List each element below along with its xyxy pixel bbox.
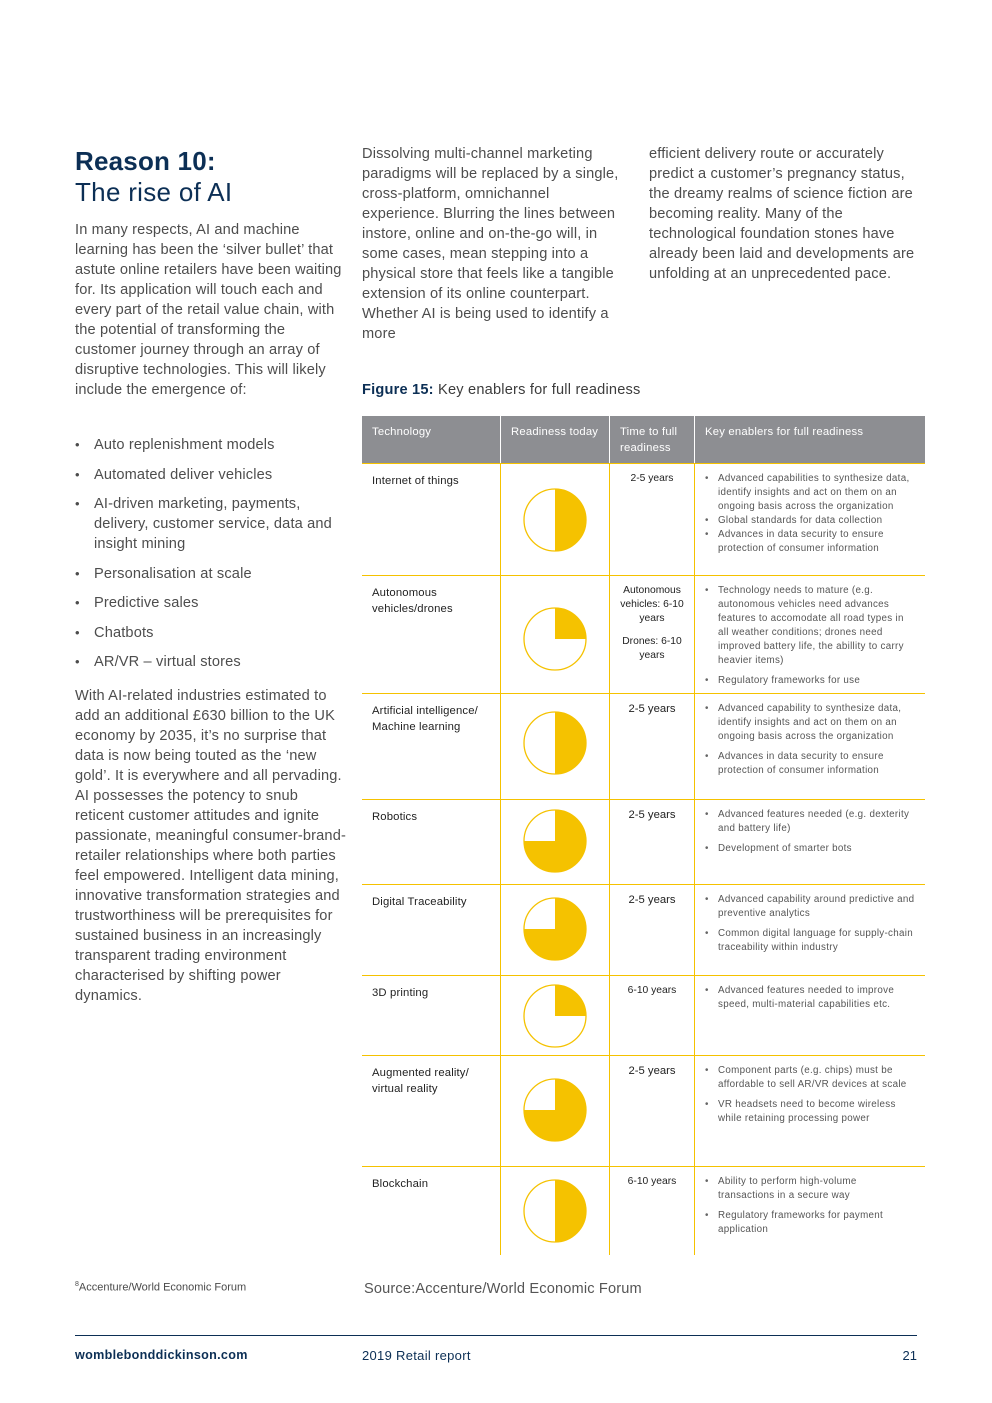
table-row: [362, 1166, 925, 1255]
readiness-cell: [501, 976, 610, 1055]
time-cell: [610, 576, 695, 693]
enabler-item: • Technology needs to mature (e.g. autonomous vehicles need advances features to accomodate all road types in all weather conditions; drones need improved battery life, the abillity to carry heavier items): [705, 584, 915, 668]
enablers-cell: [695, 1167, 925, 1255]
list-item: • Automated deliver vehicles: [75, 465, 345, 485]
technology-cell: Internet of things: [362, 464, 501, 575]
list-item: • Auto replenishment models: [75, 435, 345, 455]
pie-slice: [555, 608, 586, 639]
enablers-cell: [695, 694, 925, 799]
enabler-item: • Global standards for data collection: [705, 514, 915, 528]
enabler-item: • Regulatory frameworks for use: [705, 674, 915, 688]
footnote-text: Accenture/World Economic Forum: [78, 1281, 247, 1294]
heading-subtitle: The rise of AI: [75, 177, 233, 207]
enabler-item: • Regulatory frameworks for payment application: [705, 1209, 915, 1237]
header-enablers: Key enablers for full readiness: [705, 426, 864, 438]
table-header: [362, 416, 925, 463]
table-row: [362, 575, 925, 693]
enabler-item: • Advanced capabilities to synthesize data, identify insights and act on them on an ongoing basis across the organization: [705, 472, 915, 514]
heading-title: Reason 10:: [75, 146, 216, 176]
footer-website-link[interactable]: womblebonddickinson.com: [75, 1348, 248, 1362]
enabler-item: • Advanced features needed to improve speed, multi-material capabilities etc.: [705, 984, 915, 1012]
time-cell: 6-10 years: [610, 1167, 695, 1255]
footnote-marker: 8: [75, 1281, 79, 1288]
pie-slice: [555, 489, 586, 551]
enablers-cell: [695, 800, 925, 884]
enablers-cell: [695, 576, 925, 693]
intro-paragraph: In many respects, AI and machine learning has been the ‘silver bullet’ that astute online retailers have been waiting for. Its application will touch each and every part of the retail value chain, with the potential of transforming the customer journey through an array of disruptive technologies. This will likely include the emergence of:: [75, 222, 342, 398]
technology-cell: Robotics: [362, 800, 501, 884]
footer-report-title: 2019 Retail report: [362, 1348, 471, 1363]
technology-cell: Blockchain: [362, 1167, 501, 1255]
table-row: [362, 693, 925, 799]
footer-divider: [75, 1335, 917, 1336]
readiness-pie: [522, 710, 588, 776]
readiness-pie: [522, 487, 588, 553]
figure-source: Source:Accenture/World Economic Forum: [364, 1281, 642, 1297]
time-cell: 2-5 years: [610, 694, 695, 799]
technology-cell: Digital Traceability: [362, 885, 501, 975]
list-item: • AR/VR – virtual stores: [75, 652, 345, 672]
technology-cell: 3D printing: [362, 976, 501, 1055]
readiness-pie: [522, 808, 588, 874]
figure-caption: [362, 382, 641, 398]
readiness-pie: [522, 983, 588, 1049]
pie-slice: [555, 985, 586, 1016]
enablers-table: [362, 416, 925, 1255]
readiness-cell: [501, 464, 610, 575]
technology-cell: Autonomous vehicles/drones: [362, 576, 501, 693]
readiness-pie: [522, 896, 588, 962]
list-item: • Chatbots: [75, 623, 345, 643]
readiness-cell: [501, 576, 610, 693]
time-cell: 2-5 years: [610, 464, 695, 575]
readiness-cell: [501, 694, 610, 799]
enablers-cell: [695, 885, 925, 975]
readiness-cell: [501, 885, 610, 975]
time-cell: 2-5 years: [610, 800, 695, 884]
readiness-pie: [522, 1178, 588, 1244]
enabler-item: • VR headsets need to become wireless while retaining processing power: [705, 1098, 915, 1126]
figure-title: Key enablers for full readiness: [438, 382, 641, 398]
time-drones: Drones: 6-10 years: [622, 636, 682, 661]
list-item: • Personalisation at scale: [75, 564, 345, 584]
header-time: Time to full readiness: [610, 416, 695, 463]
header-readiness: Readiness today: [501, 416, 610, 463]
technology-cell: Augmented reality/ virtual reality: [362, 1056, 501, 1166]
page-heading: [75, 146, 345, 208]
enabler-item: • Ability to perform high-volume transactions in a secure way: [705, 1175, 915, 1203]
readiness-cell: [501, 800, 610, 884]
enablers-cell: [695, 1056, 925, 1166]
table-row: [362, 975, 925, 1055]
enabler-item: • Advances in data security to ensure protection of consumer information: [705, 750, 915, 778]
enabler-item: • Advanced features needed (e.g. dexterity and battery life): [705, 808, 915, 836]
time-cell: 2-5 years: [610, 885, 695, 975]
header-technology: Technology: [362, 416, 501, 463]
column-three-paragraph: efficient delivery route or accurately predict a customer’s pregnancy status, the dreamy realms of science fiction are becoming reality. Many of the technological foundation stones have already been laid and developments are unfolding at an unprecedented pace.: [649, 146, 915, 282]
footnote: [75, 1281, 246, 1294]
page-number: 21: [902, 1348, 917, 1363]
time-vehicles: Autonomous vehicles: 6-10 years: [620, 585, 684, 624]
readiness-pie: [522, 606, 588, 672]
table-row: [362, 799, 925, 884]
readiness-pie: [522, 1077, 588, 1143]
time-cell: 2-5 years: [610, 1056, 695, 1166]
readiness-cell: [501, 1056, 610, 1166]
enabler-item: • Advances in data security to ensure protection of consumer information: [705, 528, 915, 556]
enabler-item: • Development of smarter bots: [705, 842, 915, 856]
ai-emergence-list: [75, 435, 345, 682]
enabler-item: • Advanced capability around predictive and preventive analytics: [705, 893, 915, 921]
list-item: • Predictive sales: [75, 593, 345, 613]
table-row: [362, 1055, 925, 1166]
pie-slice: [555, 1180, 586, 1242]
enablers-cell: [695, 464, 925, 575]
figure-label: Figure 15:: [362, 382, 434, 398]
list-item: • AI-driven marketing, payments, delivery, customer service, data and insight mining: [75, 494, 345, 554]
technology-cell: Artificial intelligence/ Machine learning: [362, 694, 501, 799]
enabler-item: • Common digital language for supply-chain traceability within industry: [705, 927, 915, 955]
enabler-item: • Component parts (e.g. chips) must be affordable to sell AR/VR devices at scale: [705, 1064, 915, 1092]
readiness-cell: [501, 1167, 610, 1255]
column-two-paragraph: Dissolving multi-channel marketing paradigms will be replaced by a single, cross-platform, omnichannel experience. Blurring the lines between instore, online and on-the-go will, in some cases, mean stepping into a physical store that feels like a tangible extension of its online counterpart. Whether AI is being used to identify a more: [362, 146, 619, 342]
enabler-item: • Advanced capability to synthesize data, identify insights and act on them on an ongoing basis across the organization: [705, 702, 915, 744]
ai-industries-paragraph: With AI-related industries estimated to add an additional £630 billion to the UK economy by 2035, it’s no surprise that data is now being touted as the ‘new gold’. It is everywhere and all pervading. AI possesses the potency to snub reticent customer attitudes and ignite passionate, meaningful consumer-brand-retailer relationships where both parties feel empowered. Intelligent data mining, innovative transformation strategies and trustworthiness will be prerequisites for sustained business in an increasingly transparent trading environment characterised by shifting power dynamics.: [75, 688, 346, 1004]
table-row: [362, 884, 925, 975]
time-cell: 6-10 years: [610, 976, 695, 1055]
pie-slice: [555, 712, 586, 774]
table-row: [362, 463, 925, 575]
enablers-cell: [695, 976, 925, 1055]
